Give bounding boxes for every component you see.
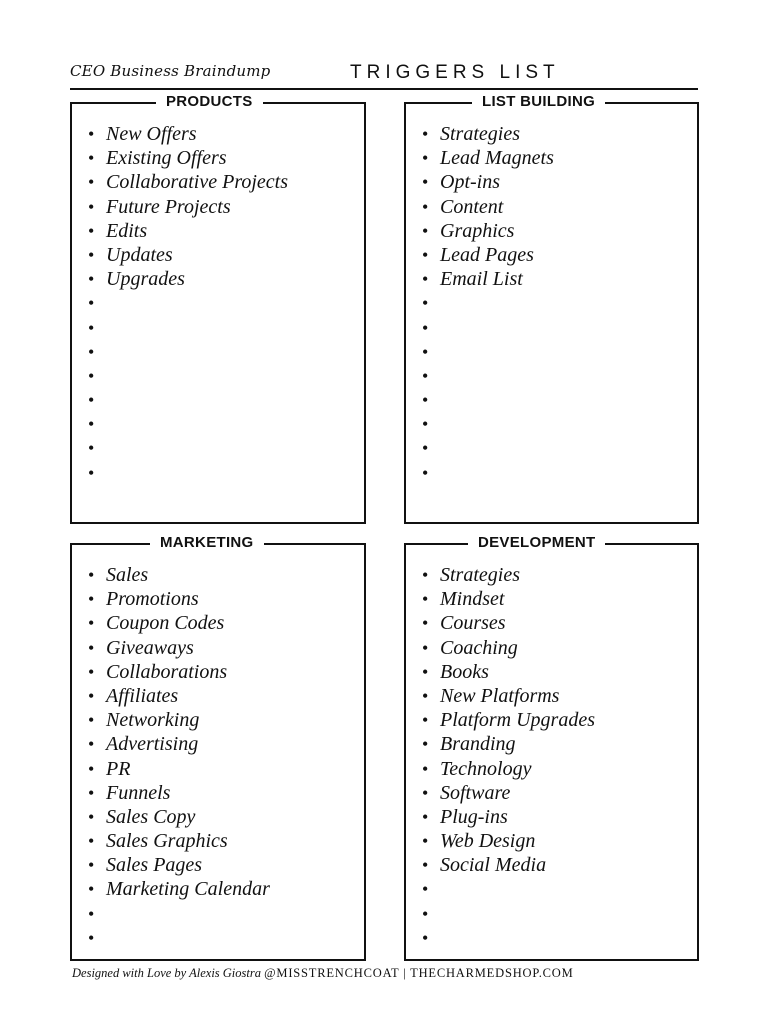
list-item-label: Marketing Calendar bbox=[106, 878, 270, 901]
list-item bbox=[88, 853, 270, 877]
list-item-label: Technology bbox=[440, 757, 532, 780]
bullet-icon: • bbox=[422, 685, 429, 706]
list-item-label: Content bbox=[440, 195, 504, 218]
list-item bbox=[88, 563, 270, 587]
list-item bbox=[422, 684, 595, 708]
footer-credit: Designed with Love by Alexis Giostra bbox=[72, 966, 261, 980]
brand-script-title: CEO Business Braindump bbox=[70, 62, 271, 80]
list-item bbox=[88, 291, 288, 315]
list-item-label: Mindset bbox=[440, 588, 505, 611]
bullet-icon: • bbox=[422, 903, 429, 924]
bullet-icon: • bbox=[422, 341, 429, 362]
bullet-icon: • bbox=[422, 806, 429, 827]
list-item bbox=[88, 461, 288, 485]
bullet-icon: • bbox=[422, 317, 429, 338]
list-item-label: Sales Copy bbox=[106, 805, 196, 828]
list-item bbox=[88, 340, 288, 364]
list-item-label: Strategies bbox=[440, 564, 520, 586]
bullet-icon: • bbox=[422, 244, 429, 265]
list-building-box bbox=[404, 93, 699, 524]
list-item bbox=[88, 412, 288, 436]
list-item bbox=[422, 660, 595, 684]
list-item bbox=[88, 170, 288, 194]
list-item bbox=[88, 902, 270, 926]
list-item bbox=[88, 660, 270, 684]
list-item bbox=[422, 291, 554, 315]
list-item bbox=[422, 316, 554, 340]
bullet-icon: • bbox=[422, 172, 429, 193]
list-item bbox=[88, 805, 270, 829]
list-item-label: Funnels bbox=[106, 781, 171, 804]
bullet-icon: • bbox=[422, 734, 429, 755]
list-item bbox=[422, 170, 554, 194]
list-item-label: Courses bbox=[440, 612, 506, 635]
list-item bbox=[88, 829, 270, 853]
list-item bbox=[88, 388, 288, 412]
bullet-icon: • bbox=[422, 758, 429, 779]
list-item bbox=[88, 926, 270, 950]
list-item-label: Coaching bbox=[440, 636, 518, 659]
bullet-icon: • bbox=[88, 390, 95, 411]
list-item-label: Sales Pages bbox=[106, 854, 203, 877]
list-item-label: Strategies bbox=[440, 123, 520, 145]
list-item-label: Upgrades bbox=[106, 268, 185, 291]
list-item bbox=[422, 267, 554, 291]
list-item-label: Affiliates bbox=[106, 684, 179, 707]
list-item bbox=[422, 902, 595, 926]
list-item bbox=[88, 732, 270, 756]
list-item bbox=[422, 146, 554, 170]
list-item bbox=[88, 757, 270, 781]
bullet-icon: • bbox=[88, 244, 95, 265]
list-item-label: Web Design bbox=[440, 830, 536, 853]
bullet-icon: • bbox=[422, 879, 429, 900]
list-item bbox=[88, 364, 288, 388]
list-item bbox=[422, 805, 595, 829]
list-item bbox=[88, 877, 270, 901]
bullet-icon: • bbox=[422, 589, 429, 610]
list-item-label: Advertising bbox=[106, 733, 199, 756]
list-item bbox=[88, 684, 270, 708]
bullet-icon: • bbox=[88, 734, 95, 755]
list-item-label: Graphics bbox=[440, 219, 515, 242]
bullet-icon: • bbox=[88, 685, 95, 706]
bullet-icon: • bbox=[88, 414, 95, 435]
bullet-icon: • bbox=[422, 565, 429, 585]
bullet-icon: • bbox=[88, 293, 95, 314]
list-item bbox=[422, 436, 554, 460]
list-item-label: Platform Upgrades bbox=[440, 709, 595, 732]
bullet-icon: • bbox=[88, 927, 95, 948]
list-item-label: Plug-ins bbox=[440, 805, 508, 828]
bullet-icon: • bbox=[422, 613, 429, 634]
list-item bbox=[422, 563, 595, 587]
list-item-label: Coupon Codes bbox=[106, 612, 225, 635]
list-item bbox=[88, 146, 288, 170]
list-item bbox=[422, 877, 595, 901]
list-item bbox=[88, 436, 288, 460]
list-item bbox=[422, 829, 595, 853]
bullet-icon: • bbox=[88, 220, 95, 241]
list-item bbox=[422, 388, 554, 412]
bullet-icon: • bbox=[88, 341, 95, 362]
list-item bbox=[88, 781, 270, 805]
products-title: PRODUCTS bbox=[156, 93, 263, 110]
list-item bbox=[422, 219, 554, 243]
list-item bbox=[88, 219, 288, 243]
bullet-icon: • bbox=[88, 196, 95, 217]
list-item bbox=[422, 364, 554, 388]
list-item bbox=[88, 267, 288, 291]
bullet-icon: • bbox=[88, 661, 95, 682]
products-box bbox=[70, 93, 366, 524]
bullet-icon: • bbox=[88, 148, 95, 169]
bullet-icon: • bbox=[88, 831, 95, 852]
list-item bbox=[88, 316, 288, 340]
development-box bbox=[404, 534, 699, 961]
bullet-icon: • bbox=[88, 438, 95, 459]
bullet-icon: • bbox=[422, 390, 429, 411]
list-item bbox=[88, 587, 270, 611]
bullet-icon: • bbox=[88, 806, 95, 827]
list-item bbox=[422, 611, 595, 635]
list-item-label: Giveaways bbox=[106, 636, 194, 659]
bullet-icon: • bbox=[88, 855, 95, 876]
marketing-list bbox=[88, 563, 270, 950]
list-building-list bbox=[422, 122, 554, 485]
bullet-icon: • bbox=[88, 903, 95, 924]
bullet-icon: • bbox=[422, 462, 429, 483]
bullet-icon: • bbox=[422, 637, 429, 658]
list-item-label: Opt-ins bbox=[440, 171, 500, 194]
list-item-label: Edits bbox=[106, 219, 148, 242]
list-item bbox=[422, 340, 554, 364]
list-item-label: Collaborative Projects bbox=[106, 171, 289, 194]
bullet-icon: • bbox=[422, 831, 429, 852]
bullet-icon: • bbox=[422, 927, 429, 948]
list-item bbox=[422, 636, 595, 660]
list-item bbox=[88, 708, 270, 732]
list-item-label: Updates bbox=[106, 243, 173, 266]
list-item-label: Social Media bbox=[440, 854, 547, 877]
list-item-label: Email List bbox=[440, 268, 523, 291]
bullet-icon: • bbox=[422, 196, 429, 217]
list-item bbox=[422, 412, 554, 436]
list-item-label: Lead Magnets bbox=[440, 147, 554, 170]
list-item bbox=[422, 195, 554, 219]
list-building-title: LIST BUILDING bbox=[472, 93, 605, 110]
bullet-icon: • bbox=[88, 462, 95, 483]
list-item bbox=[422, 853, 595, 877]
products-list bbox=[88, 122, 288, 485]
bullet-icon: • bbox=[88, 637, 95, 658]
bullet-icon: • bbox=[422, 220, 429, 241]
bullet-icon: • bbox=[422, 661, 429, 682]
page-header bbox=[70, 58, 698, 90]
bullet-icon: • bbox=[422, 855, 429, 876]
bullet-icon: • bbox=[88, 365, 95, 386]
list-item-label: Promotions bbox=[106, 588, 199, 611]
list-item bbox=[88, 636, 270, 660]
list-item bbox=[88, 195, 288, 219]
bullet-icon: • bbox=[88, 565, 95, 585]
development-title: DEVELOPMENT bbox=[468, 534, 605, 551]
bullet-icon: • bbox=[88, 124, 95, 144]
marketing-box bbox=[70, 534, 366, 961]
bullet-icon: • bbox=[88, 782, 95, 803]
list-item-label: PR bbox=[106, 757, 131, 780]
bullet-icon: • bbox=[88, 589, 95, 610]
bullet-icon: • bbox=[88, 317, 95, 338]
list-item-label: Lead Pages bbox=[440, 243, 534, 266]
page-title: TRIGGERS LIST bbox=[350, 62, 560, 83]
list-item bbox=[422, 757, 595, 781]
bullet-icon: • bbox=[422, 269, 429, 290]
list-item bbox=[422, 781, 595, 805]
bullet-icon: • bbox=[422, 710, 429, 731]
bullet-icon: • bbox=[422, 365, 429, 386]
bullet-icon: • bbox=[422, 293, 429, 314]
bullet-icon: • bbox=[88, 879, 95, 900]
list-item bbox=[422, 926, 595, 950]
bullet-icon: • bbox=[422, 782, 429, 803]
list-item bbox=[422, 461, 554, 485]
list-item bbox=[88, 611, 270, 635]
list-item bbox=[422, 587, 595, 611]
development-list bbox=[422, 563, 595, 950]
bullet-icon: • bbox=[422, 148, 429, 169]
footer-links: @MISSTRENCHCOAT | THECHARMEDSHOP.COM bbox=[264, 966, 574, 980]
marketing-title: MARKETING bbox=[150, 534, 264, 551]
bullet-icon: • bbox=[422, 414, 429, 435]
list-item-label: Sales bbox=[106, 564, 149, 586]
list-item bbox=[422, 708, 595, 732]
bullet-icon: • bbox=[88, 172, 95, 193]
bullet-icon: • bbox=[88, 710, 95, 731]
list-item-label: Networking bbox=[106, 709, 200, 732]
list-item bbox=[422, 732, 595, 756]
bullet-icon: • bbox=[422, 124, 429, 144]
list-item-label: Software bbox=[440, 781, 511, 804]
list-item-label: Sales Graphics bbox=[106, 830, 228, 853]
bullet-icon: • bbox=[88, 269, 95, 290]
list-item bbox=[422, 243, 554, 267]
list-item-label: Collaborations bbox=[106, 660, 228, 683]
list-item bbox=[88, 243, 288, 267]
bullet-icon: • bbox=[88, 613, 95, 634]
list-item-label: New Offers bbox=[106, 123, 197, 145]
list-item-label: Branding bbox=[440, 733, 516, 756]
page-footer bbox=[72, 966, 574, 981]
list-item bbox=[422, 122, 554, 146]
bullet-icon: • bbox=[422, 438, 429, 459]
bullet-icon: • bbox=[88, 758, 95, 779]
list-item-label: New Platforms bbox=[440, 684, 560, 707]
list-item-label: Future Projects bbox=[106, 195, 231, 218]
list-item-label: Books bbox=[440, 660, 489, 683]
list-item-label: Existing Offers bbox=[106, 147, 227, 170]
list-item bbox=[88, 122, 288, 146]
